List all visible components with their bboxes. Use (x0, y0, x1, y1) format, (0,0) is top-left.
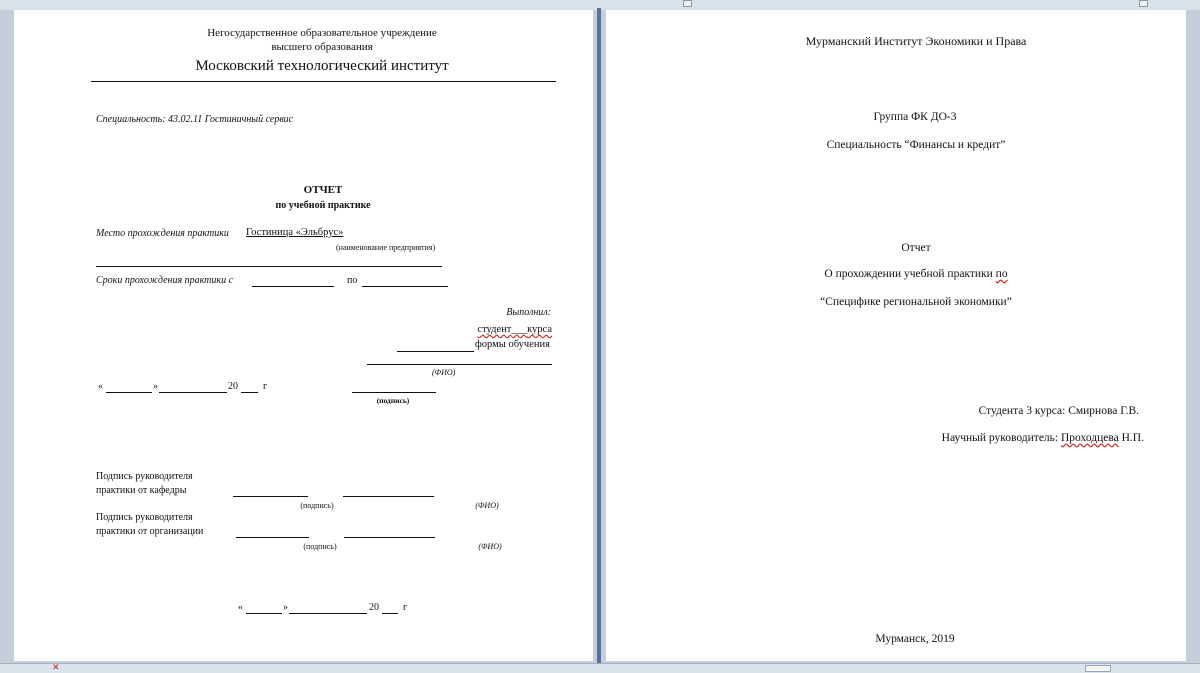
sig-dept-signature-caption: (подпись) (300, 501, 334, 510)
student-course-blank: ___ (511, 324, 528, 335)
document-page-right[interactable] (606, 10, 1186, 661)
date-day-blank (106, 392, 152, 393)
sig-org-line-1: Подпись руководителя (96, 512, 193, 523)
ruler-indent-marker[interactable] (683, 0, 692, 7)
report-line-3: “Специфике региональной экономики” (820, 296, 1012, 308)
report-title-2: Отчет (901, 242, 931, 254)
fio-caption: (ФИО) (432, 368, 456, 377)
fio-line (367, 364, 552, 365)
report-line-2-word: по (995, 268, 1008, 280)
student-prefix: студент (477, 324, 512, 335)
proofing-error-icon[interactable]: ✕ (52, 663, 60, 673)
date-close: » (153, 381, 158, 392)
org-line-2: высшего образования (271, 41, 373, 53)
specialty-line-2: Специальность “Финансы и кредит” (826, 139, 1006, 151)
student-suffix: курса (527, 324, 552, 335)
sig-org-signature-caption: (подпись) (303, 542, 337, 551)
place-value: Гостиница «Эльбрус» (246, 227, 344, 238)
date-year-blank (241, 392, 258, 393)
sig-dept-line-2: практики от кафедры (96, 485, 187, 496)
sig-org-signature-blank (236, 537, 309, 538)
sig-dept-signature-blank (233, 496, 308, 497)
supervisor-initials: Н.П. (1121, 432, 1144, 444)
sig-dept-fio-caption: (ФИО) (475, 501, 499, 510)
date-year: 20 (228, 381, 238, 392)
final-date-close: » (283, 602, 288, 613)
final-date-year: 20 (369, 602, 379, 613)
terms-to-blank (362, 286, 448, 287)
final-date-open: « (238, 602, 243, 613)
student-course-line (477, 324, 552, 337)
enterprise-caption: (наименование предприятия) (336, 243, 436, 252)
ruler-margin-marker[interactable] (1139, 0, 1148, 7)
signature-line (352, 392, 436, 393)
report-line-2 (824, 268, 1007, 282)
institute-title-2: Мурманский Институт Экономики и Права (805, 34, 1027, 48)
group-line: Группа ФК ДО-3 (873, 111, 957, 123)
status-bar (0, 663, 1200, 673)
form-label: формы обучения (475, 339, 550, 350)
performed-label: Выполнил: (506, 307, 551, 318)
supervisor-name: Проходцева (1061, 432, 1119, 444)
final-date-year-blank (382, 613, 398, 614)
view-toggle-button[interactable] (1085, 665, 1111, 672)
sig-org-line-2: практики от организации (96, 526, 204, 537)
terms-from-blank (252, 286, 334, 287)
place-label: Место прохождения практики (96, 228, 229, 239)
report-line-2-text: О прохождении учебной практики (824, 268, 993, 280)
supervisor-label: Научный руководитель: (941, 432, 1059, 444)
window-splitter[interactable] (597, 8, 601, 664)
report-title: ОТЧЕТ (303, 184, 343, 196)
date-suffix: г (263, 381, 268, 392)
terms-to-label: по (347, 275, 358, 286)
signature-caption: (подпись) (376, 396, 410, 405)
date-month-blank (159, 392, 227, 393)
document-page-left[interactable] (14, 10, 593, 661)
sig-dept-line-1: Подпись руководителя (96, 471, 193, 482)
org-line-1: Негосударственное образовательное учреждение (207, 27, 437, 39)
date-open: « (98, 381, 103, 392)
specialty-line: Специальность: 43.02.11 Гостиничный сервис (96, 114, 294, 125)
header-rule (91, 81, 556, 82)
report-subtitle: по учебной практике (275, 200, 371, 211)
form-blank (397, 351, 474, 352)
final-date-day-blank (246, 613, 282, 614)
city-year: Мурманск, 2019 (875, 633, 955, 645)
student-line: Студента 3 курса: Смирнова Г.В. (978, 405, 1139, 417)
final-date-suffix: г (403, 602, 408, 613)
sig-org-fio-blank (344, 537, 435, 538)
terms-label: Сроки прохождения практики с (96, 275, 234, 286)
final-date-month-blank (289, 613, 367, 614)
sig-dept-fio-blank (343, 496, 434, 497)
institute-title: Московский технологический институт (195, 58, 449, 74)
sig-org-fio-caption: (ФИО) (478, 542, 502, 551)
enterprise-line (96, 266, 442, 267)
supervisor-line (942, 432, 1144, 446)
